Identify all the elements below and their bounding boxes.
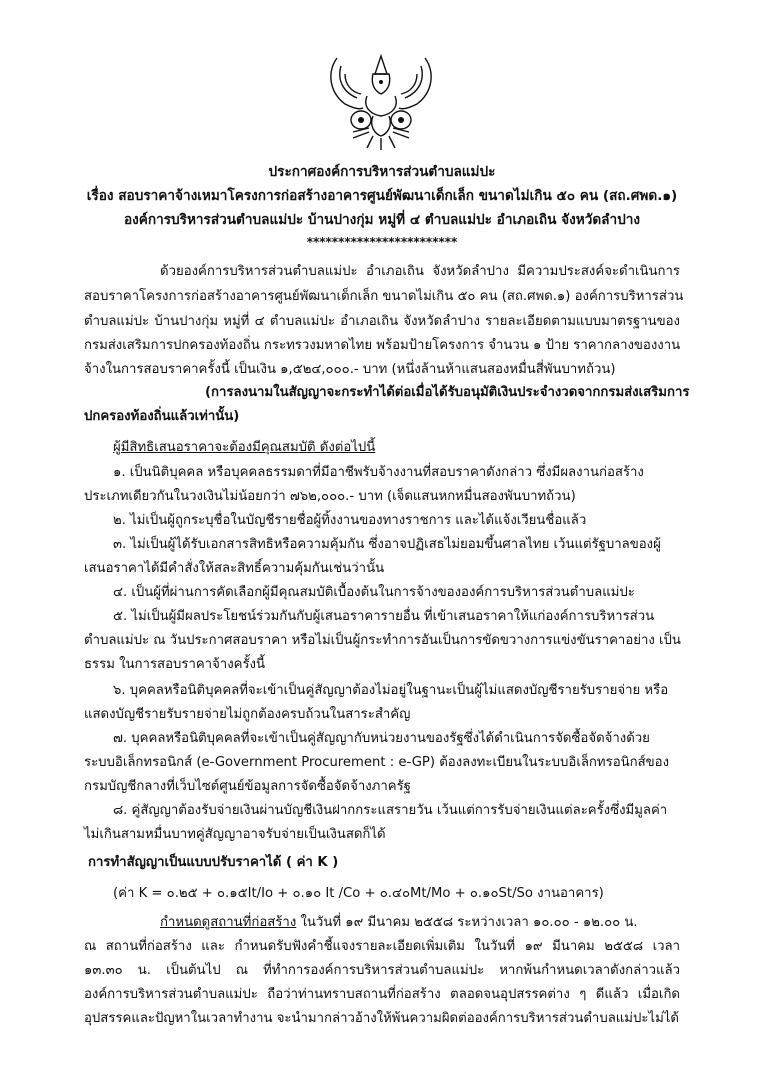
intro-line: สอบราคาโครงการก่อสร้างอาคารศูนย์พัฒนาเด็กเล็ก ขนาดไม่เกิน ๕๐ คน (สถ.ศพด.๑) องค์การบริหารส่วน: [84, 289, 684, 304]
qualification-item: ๖. บุคคลหรือนิติบุคคลที่จะเข้าเป็นคู่สัญญาต้องไม่อยู่ในฐานะเป็นผู้ไม่แสดงบัญชีรายรับรายจ่าย หรือ: [113, 683, 669, 698]
intro-line: ตำบลแม่ปะ บ้านปางกุ่ม หมู่ที่ ๔ ตำบลแม่ปะ อำเภอเถิน จังหวัดลำปาง รายละเอียดตามแบบมาตรฐานของ: [84, 314, 680, 329]
intro-line: จ้างในการสอบราคาครั้งนี้ เป็นเงิน ๑,๕๒๔,๐๐๐.- บาท (หนึ่งล้านห้าแสนสองหมื่นสี่พันบาทถ้วน): [84, 362, 616, 377]
site-visit-line: ๑๓.๓๐ น. เป็นต้นไป ณ ที่ทำการองค์การบริหารส่วนตำบลแม่ปะ หากพ้นกำหนดเวลาดังกล่าวแล้ว: [84, 963, 680, 978]
site-visit-line: อุปสรรคและปัญหาในเวลาทำงาน จะนำมากล่าวอ้างให้พ้นความผิดต่อองค์การบริหารส่วนตำบลแม่ปะไม่ได้: [84, 1011, 679, 1026]
approval-note: ปกครองท้องถิ่นแล้วเท่านั้น): [84, 409, 240, 424]
qualification-item: ๗. บุคคลหรือนิติบุคคลที่จะเข้าเป็นคู่สัญญากับหน่วยงานของรัฐซึ่งได้ดำเนินการจัดซื้อจัดจ้างด้วย: [113, 731, 650, 746]
qualification-item: ๕. ไม่เป็นผู้มีผลประโยชน์ร่วมกันกับผู้เสนอราคารายอื่น ที่เข้าเสนอราคาให้แก่องค์การบริหารส่วน: [113, 609, 655, 624]
qualification-item: ๘. คู่สัญญาต้องรับจ่ายเงินผ่านบัญชีเงินฝากกระแสรายวัน เว้นแต่การรับจ่ายเงินแต่ละครั้งซึ่งมีมูลค่า: [113, 803, 668, 818]
qualification-item-cont: แสดงบัญชีรายรับรายจ่ายไม่ถูกต้องครบถ้วนในสาระสำคัญ: [84, 707, 411, 722]
announcement-location: องค์การบริหารส่วนตำบลแม่ปะ บ้านปางกุ่ม หมู่ที่ ๔ ตำบลแม่ปะ อำเภอเถิน จังหวัดลำปาง: [123, 212, 641, 228]
site-visit-line: [160, 913, 638, 933]
site-visit-date: ในวันที่ ๑๙ มีนาคม ๒๕๕๘ ระหว่างเวลา ๑๐.๐๐ - ๑๒.๐๐ น.: [296, 915, 638, 930]
qualification-item: ๓. ไม่เป็นผู้ได้รับเอกสารสิทธิหรือความคุ้มกัน ซึ่งอาจปฏิเสธไม่ยอมขึ้นศาลไทย เว้นแต่รัฐบาลของผู้: [113, 537, 661, 552]
contract-heading: การทำสัญญาเป็นแบบปรับราคาได้ ( ค่า K ): [88, 855, 339, 870]
qualification-item: ๒. ไม่เป็นผู้ถูกระบุชื่อในบัญชีรายชื่อผู้ทิ้งงานของทางราชการ และได้แจ้งเวียนชื่อแล้ว: [113, 513, 587, 528]
qualification-item-cont: เสนอราคาได้มีคำสั่งให้สละสิทธิ์ความคุ้มกันเช่นว่านั้น: [84, 561, 385, 576]
qualification-item: ๑. เป็นนิติบุคคล หรือบุคคลธรรมดาที่มีอาชีพรับจ้างงานที่สอบราคาดังกล่าว ซึ่งมีผลงานก่อสร้าง: [113, 465, 644, 480]
header-separator: ************************: [306, 235, 458, 249]
site-visit-label: กำหนดดูสถานที่ก่อสร้าง: [160, 915, 297, 930]
qualification-item-cont: ระบบอิเล็กทรอนิกส์ (e-Government Procurement : e-GP) ต้องลงทะเบียนในระบบอิเล็กทรอนิกส์ของ: [84, 755, 670, 770]
qualification-item-cont: ธรรม ในการสอบราคาจ้างครั้งนี้: [84, 657, 266, 672]
site-visit-line: ณ สถานที่ก่อสร้าง และ กำหนดรับฟังคำชี้แจงรายละเอียดเพิ่มเติม ในวันที่ ๑๙ มีนาคม ๒๕๕๘ เวลา: [84, 939, 680, 954]
qualification-item-cont: ประเภทเดียวกันในวงเงินไม่น้อยกว่า ๗๖๒,๐๐๐.- บาท (เจ็ดแสนหกหมื่นสองพันบาทถ้วน): [84, 489, 576, 504]
k-formula: (ค่า K = ๐.๒๕ + ๐.๑๕It/Io + ๐.๑๐ It /Co + ๐.๔๐Mt/Mo + ๐.๑๐St/So งานอาคาร): [113, 886, 604, 901]
qualification-item-cont: ไม่เกินสามหมื่นบาทคู่สัญญาอาจรับจ่ายเป็นเงินสดก็ได้: [84, 827, 386, 842]
qualification-item: ๔. เป็นผู้ที่ผ่านการคัดเลือกผู้มีคุณสมบัติเบื้องต้นในการจ้างขององค์การบริหารส่วนตำบลแม่ปะ: [113, 585, 635, 600]
announcement-title: ประกาศองค์การบริหารส่วนตำบลแม่ปะ: [268, 164, 496, 180]
approval-note: (การลงนามในสัญญาจะกระทำได้ต่อเมื่อได้รับอนุมัติเงินประจำงวดจากกรมส่งเสริมการ: [205, 385, 690, 400]
intro-line: ด้วยองค์การบริหารส่วนตำบลแม่ปะ อำเภอเถิน จังหวัดลำปาง มีความประสงค์จะดำเนินการ: [160, 264, 680, 279]
qualification-item-cont: กรมบัญชีกลางที่เว็บไซต์ศูนย์ข้อมูลการจัดซื้อจัดจ้างภาครัฐ: [84, 779, 411, 794]
garuda-emblem-icon: [323, 52, 439, 152]
announcement-subject: เรื่อง สอบราคาจ้างเหมาโครงการก่อสร้างอาคารศูนย์พัฒนาเด็กเล็ก ขนาดไม่เกิน ๕๐ คน (สถ.ศพด.๑): [86, 188, 678, 204]
qualifications-heading: ผู้มีสิทธิเสนอราคาจะต้องมีคุณสมบัติ ดังต่อไปนี้: [113, 440, 376, 455]
intro-line: กรมส่งเสริมการปกครองท้องถิ่น กระทรวงมหาดไทย พร้อมป้ายโครงการ จำนวน ๑ ป้าย ราคากลางของงาน: [84, 338, 681, 353]
qualification-item-cont: ตำบลแม่ปะ ณ วันประกาศสอบราคา หรือไม่เป็นผู้กระทำการอันเป็นการขัดขวางการแข่งขันราคาอย่าง เป็น: [84, 633, 681, 648]
site-visit-line: องค์การบริหารส่วนตำบลแม่ปะ ถือว่าท่านทราบสถานที่ก่อสร้าง ตลอดจนอุปสรรคต่าง ๆ ดีแล้ว เมื่อเกิด: [84, 987, 680, 1002]
